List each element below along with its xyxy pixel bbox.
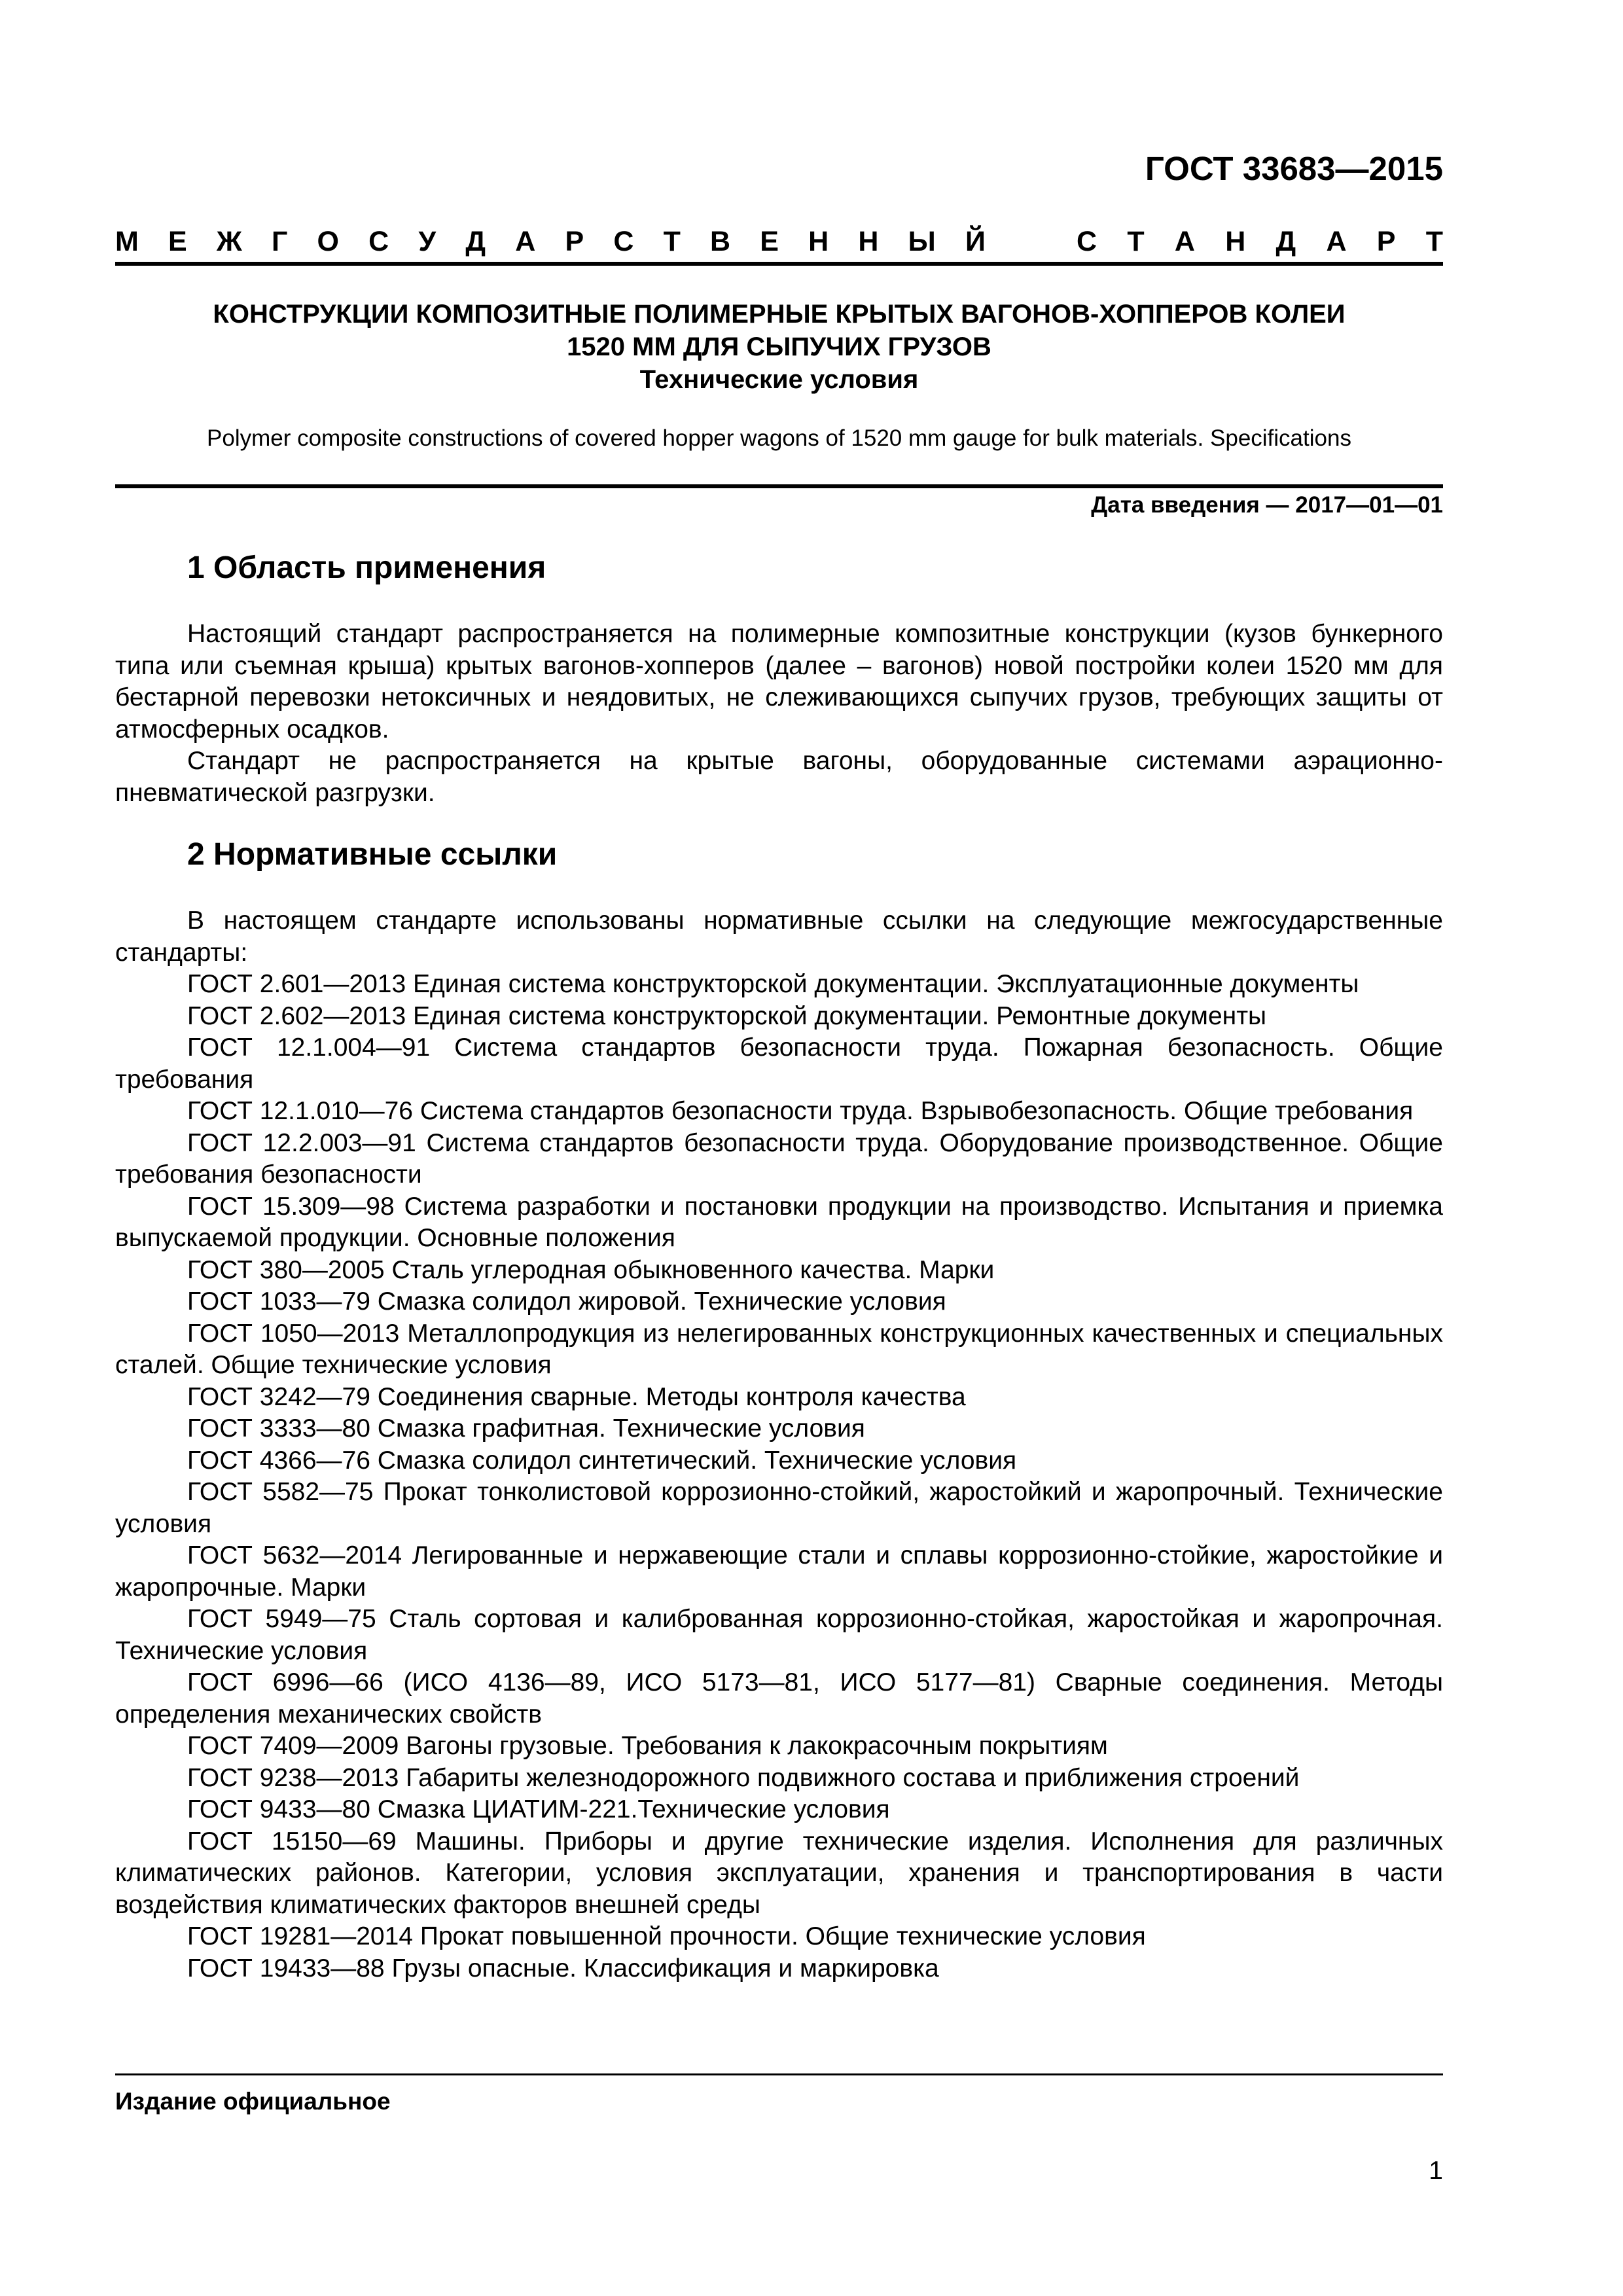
document-number: ГОСТ 33683—2015 [1145,150,1443,187]
banner-letter: А [1326,226,1347,257]
reference-item: ГОСТ 3333—80 Смазка графитная. Технические условия [187,1414,865,1443]
banner-letter: Р [565,226,584,257]
reference-item: ГОСТ 7409—2009 Вагоны грузовые. Требования к лакокрасочным покрытиям [187,1732,1108,1760]
section-1-body [115,619,1443,809]
banner-word-standard [1077,226,1443,258]
reference-item: ГОСТ 9433—80 Смазка ЦИАТИМ-221.Технические условия [187,1795,890,1823]
banner-letter: Й [965,226,986,257]
footer-rule [115,2073,1443,2075]
english-title: Polymer composite constructions of covered hopper wagons of 1520 mm gauge for bulk materials. Specifications [207,425,1351,451]
title-line-2: 1520 ММ ДЛЯ СЫПУЧИХ ГРУЗОВ [567,332,991,361]
title-rule [115,484,1443,488]
reference-item: ГОСТ 12.2.003—91 Система стандартов безопасности труда. Оборудование производственное. Общие требования безопасности [115,1128,1443,1189]
banner-letter: У [418,226,437,257]
reference-item: ГОСТ 2.602—2013 Единая система конструкторской документации. Ремонтные документы [187,1001,1267,1030]
banner-letter: С [613,226,634,257]
reference-item: ГОСТ 12.1.004—91 Система стандартов безопасности труда. Пожарная безопасность. Общие требования [115,1033,1443,1094]
title-line-1: КОНСТРУКЦИИ КОМПОЗИТНЫЕ ПОЛИМЕРНЫЕ КРЫТЫХ ВАГОНОВ-ХОППЕРОВ КОЛЕИ [213,300,1346,329]
banner-letter: Н [1225,226,1246,257]
interstate-standard-banner [115,226,1443,258]
banner-letter: Т [1425,226,1443,257]
reference-item: ГОСТ 5582—75 Прокат тонколистовой коррозионно-стойкий, жаростойкий и жаропрочный. Технические условия [115,1478,1443,1538]
banner-letter: С [1077,226,1097,257]
banner-letter: О [317,226,339,257]
banner-letter: Е [168,226,187,257]
reference-item: ГОСТ 5949—75 Сталь сортовая и калиброванная коррозионно-стойкая, жаростойкая и жаропрочная. Технические условия [115,1605,1443,1665]
title-line-3: Технические условия [639,365,919,394]
banner-letter: Н [808,226,829,257]
banner-letter: Н [858,226,879,257]
reference-item: ГОСТ 4366—76 Смазка солидол синтетический. Технические условия [187,1446,1017,1475]
banner-letter: Г [271,226,288,257]
banner-letter: Ы [908,226,936,257]
page-number: 1 [1429,2157,1443,2185]
reference-item: ГОСТ 2.601—2013 Единая система конструкторской документации. Эксплуатационные документы [187,970,1359,998]
section-1-paragraph-1: Настоящий стандарт распространяется на полимерные композитные конструкции (кузов бункерного типа или съемная крыша) крытых вагонов-хопперов (далее – вагонов) новой постройки колеи 1520 мм для бестарной перевозки нетоксичных и неядовитых, не слеживающихся сыпучих грузов, требующих защиты от атмосферных осадков. [115,620,1443,744]
banner-letter: Т [1127,226,1145,257]
banner-letter: С [368,226,389,257]
banner-letter: Д [465,226,486,257]
section-1-heading: 1 Область применения [187,550,546,585]
reference-item: ГОСТ 6996—66 (ИСО 4136—89, ИСО 5173—81, ИСО 5177—81) Сварные соединения. Методы определения механических свойств [115,1668,1443,1729]
reference-item: ГОСТ 1050—2013 Металлопродукция из нелегированных конструкционных качественных и специальных сталей. Общие технические условия [115,1319,1443,1379]
reference-item: ГОСТ 12.1.010—76 Система стандартов безопасности труда. Взрывобезопасность. Общие требования [187,1097,1414,1125]
reference-item: ГОСТ 5632—2014 Легированные и нержавеющие стали и сплавы коррозионно-стойкие, жаростойкие и жаропрочные. Марки [115,1541,1443,1602]
banner-letter: Д [1275,226,1296,257]
header-rule [115,262,1443,266]
banner-letter: А [1174,226,1195,257]
reference-item: ГОСТ 3242—79 Соединения сварные. Методы контроля качества [187,1382,966,1411]
reference-item: ГОСТ 1033—79 Смазка солидол жировой. Технические условия [187,1287,946,1316]
section-2-body [115,905,1443,1984]
banner-letter: В [710,226,731,257]
reference-item: ГОСТ 19433—88 Грузы опасные. Классификация и маркировка [187,1954,939,1982]
section-2-heading: 2 Нормативные ссылки [187,837,558,872]
document-title [115,298,1443,396]
banner-letter: Р [1376,226,1396,257]
edition-label: Издание официальное [115,2088,391,2115]
reference-item: ГОСТ 19281—2014 Прокат повышенной прочности. Общие технические условия [187,1922,1146,1950]
section-1-paragraph-2: Стандарт не распространяется на крытые вагоны, оборудованные системами аэрационно-пневматической разгрузки. [115,747,1443,807]
reference-item: ГОСТ 15.309—98 Система разработки и постановки продукции на производство. Испытания и приемка выпускаемой продукции. Основные положения [115,1192,1443,1252]
banner-word-interstate [115,226,986,258]
banner-letter: М [115,226,139,257]
reference-item: ГОСТ 380—2005 Сталь углеродная обыкновенного качества. Марки [187,1255,995,1284]
effective-date: Дата введения — 2017—01—01 [1091,492,1443,518]
banner-letter: Т [663,226,681,257]
banner-letter: Ж [216,226,242,257]
reference-item: ГОСТ 9238—2013 Габариты железнодорожного подвижного состава и приближения строений [187,1763,1300,1792]
banner-letter: Е [760,226,779,257]
section-2-intro: В настоящем стандарте использованы нормативные ссылки на следующие межгосударственные стандарты: [115,906,1443,967]
banner-letter: А [515,226,536,257]
reference-item: ГОСТ 15150—69 Машины. Приборы и другие технические изделия. Исполнения для различных климатических районов. Категории, условия эксплуатации, хранения и транспортирования в части воздействия климатических факторов внешней среды [115,1827,1443,1919]
